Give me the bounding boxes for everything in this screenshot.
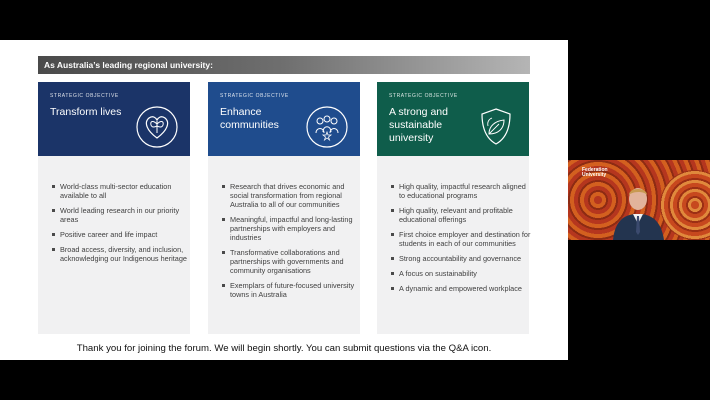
card-eyebrow: STRATEGIC OBJECTIVE — [220, 93, 289, 99]
list-item: High quality, relevant and profitable educational offerings — [399, 206, 533, 224]
community-people-icon — [306, 106, 348, 148]
list-item: Positive career and life impact — [60, 230, 194, 239]
list-item: A dynamic and empowered workplace — [399, 284, 533, 293]
list-item: Transformative collaborations and partnerships with governments and community organisations — [230, 248, 364, 275]
presenter-video-tile[interactable] — [568, 160, 710, 240]
card-eyebrow: STRATEGIC OBJECTIVE — [50, 93, 119, 99]
card-title: A strong and sustainable university — [389, 106, 448, 144]
list-item: Meaningful, impactful and long-lasting partnerships with employers and industries — [230, 215, 364, 242]
list-item: Strong accountability and governance — [399, 254, 533, 263]
butterfly-heart-icon — [136, 106, 178, 148]
shared-slide — [0, 40, 568, 360]
card-title: Enhance communities — [220, 106, 279, 131]
logo-line-2: University — [582, 172, 607, 178]
list-item: Exemplars of future-focused university towns in Australia — [230, 281, 364, 299]
slide-header: As Australia’s leading regional university: — [38, 56, 530, 74]
list-item: World-class multi-sector education available to all — [60, 182, 194, 200]
list-item: First choice employer and destination for students in each of our communities — [399, 230, 533, 248]
bullet-list — [220, 182, 364, 305]
card-header — [38, 82, 190, 156]
list-item: Broad access, diversity, and inclusion, acknowledging our Indigenous heritage — [60, 245, 194, 263]
list-item: World leading research in our priority areas — [60, 206, 194, 224]
list-item: A focus on sustainability — [399, 269, 533, 278]
logo-line-1: Federation — [582, 167, 608, 173]
university-logo — [582, 168, 608, 178]
objective-card-enhance-communities — [208, 82, 360, 334]
card-header — [208, 82, 360, 156]
bullet-list — [50, 182, 194, 269]
bullet-list — [389, 182, 533, 299]
waiting-caption: Thank you for joining the forum. We will begin shortly. You can submit questions via the Q&A icon. — [76, 343, 492, 354]
list-item: High quality, impactful research aligned to educational programs — [399, 182, 533, 200]
objective-card-strong-university — [377, 82, 529, 334]
objective-card-transform-lives — [38, 82, 190, 334]
card-title: Transform lives — [50, 106, 122, 118]
card-eyebrow: STRATEGIC OBJECTIVE — [389, 93, 458, 99]
list-item: Research that drives economic and social transformation from regional Australia to all of our communities — [230, 182, 364, 209]
background-pattern — [660, 170, 710, 240]
leaf-shield-icon — [475, 106, 517, 148]
card-header — [377, 82, 529, 156]
presenter-avatar — [611, 180, 666, 240]
